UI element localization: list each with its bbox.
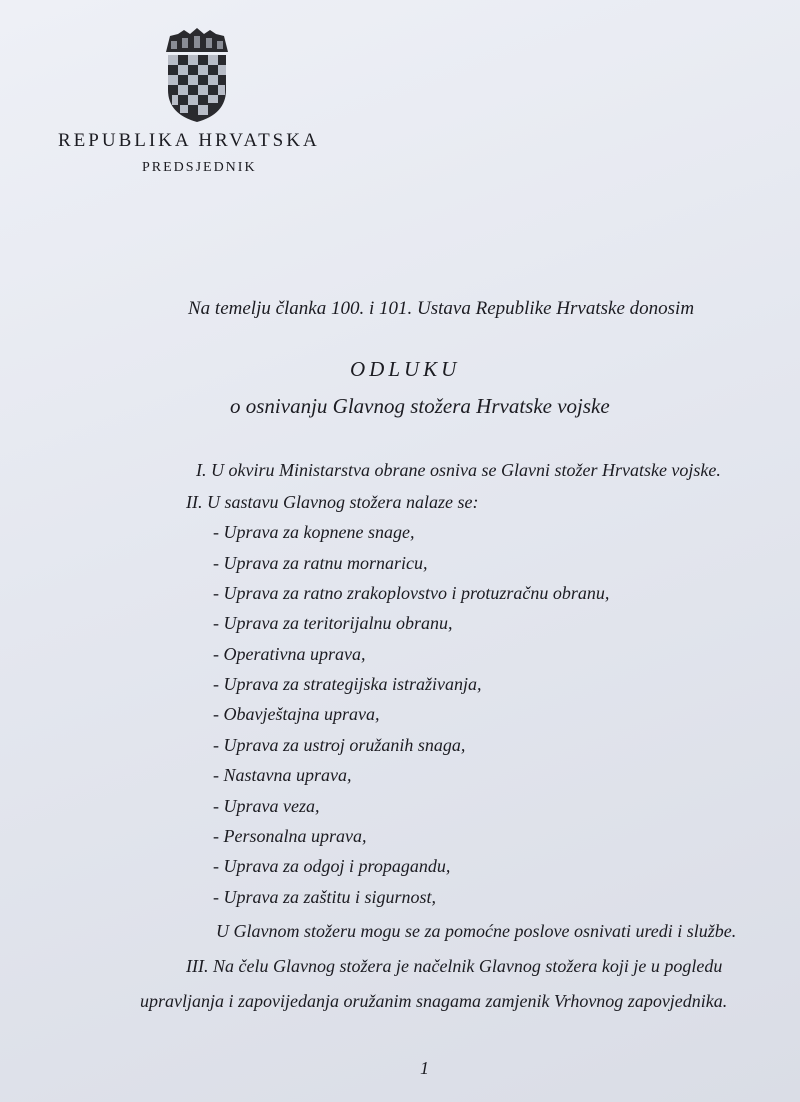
department-item: - Uprava za kopnene snage,	[213, 522, 415, 542]
article-2-intro: II. U sastavu Glavnog stožera nalaze se:	[186, 492, 479, 512]
preamble: Na temelju članka 100. i 101. Ustava Republike Hrvatske donosim	[188, 298, 695, 319]
department-item: - Uprava za ustroj oružanih snaga,	[213, 735, 466, 755]
department-item: - Uprava za strategijska istraživanja,	[213, 674, 482, 694]
article-3-line-2: upravljanja i zapovijedanja oružanim snagama zamjenik Vrhovnog zapovjednika.	[140, 991, 728, 1011]
department-item: - Nastavna uprava,	[213, 765, 352, 785]
department-item: - Obavještajna uprava,	[213, 704, 380, 724]
department-item: - Uprava za odgoj i propagandu,	[213, 856, 451, 876]
document-title: ODLUKU	[350, 357, 461, 381]
page-number: 1	[420, 1058, 429, 1078]
department-item: - Operativna uprava,	[213, 644, 366, 664]
article-2-note: U Glavnom stožeru mogu se za pomoćne poslove osnivati uredi i službe.	[216, 921, 737, 941]
department-item: - Uprava za ratnu mornaricu,	[213, 553, 428, 573]
department-item: - Uprava za zaštitu i sigurnost,	[213, 887, 437, 907]
document-subtitle: o osnivanju Glavnog stožera Hrvatske vojske	[230, 394, 610, 418]
department-item: - Uprava za teritorijalnu obranu,	[213, 613, 453, 633]
header-office: PREDSJEDNIK	[142, 160, 257, 175]
croatian-coat-of-arms-icon	[160, 28, 234, 124]
department-item: - Personalna uprava,	[213, 826, 367, 846]
department-item: - Uprava za ratno zrakoplovstvo i protuzračnu obranu,	[213, 583, 610, 603]
article-1: I. U okviru Ministarstva obrane osniva se Glavni stožer Hrvatske vojske.	[196, 460, 721, 480]
article-3-line-1: III. Na čelu Glavnog stožera je načelnik Glavnog stožera koji je u pogledu	[186, 956, 723, 976]
department-item: - Uprava veza,	[213, 796, 320, 816]
header-country: REPUBLIKA HRVATSKA	[58, 130, 320, 151]
